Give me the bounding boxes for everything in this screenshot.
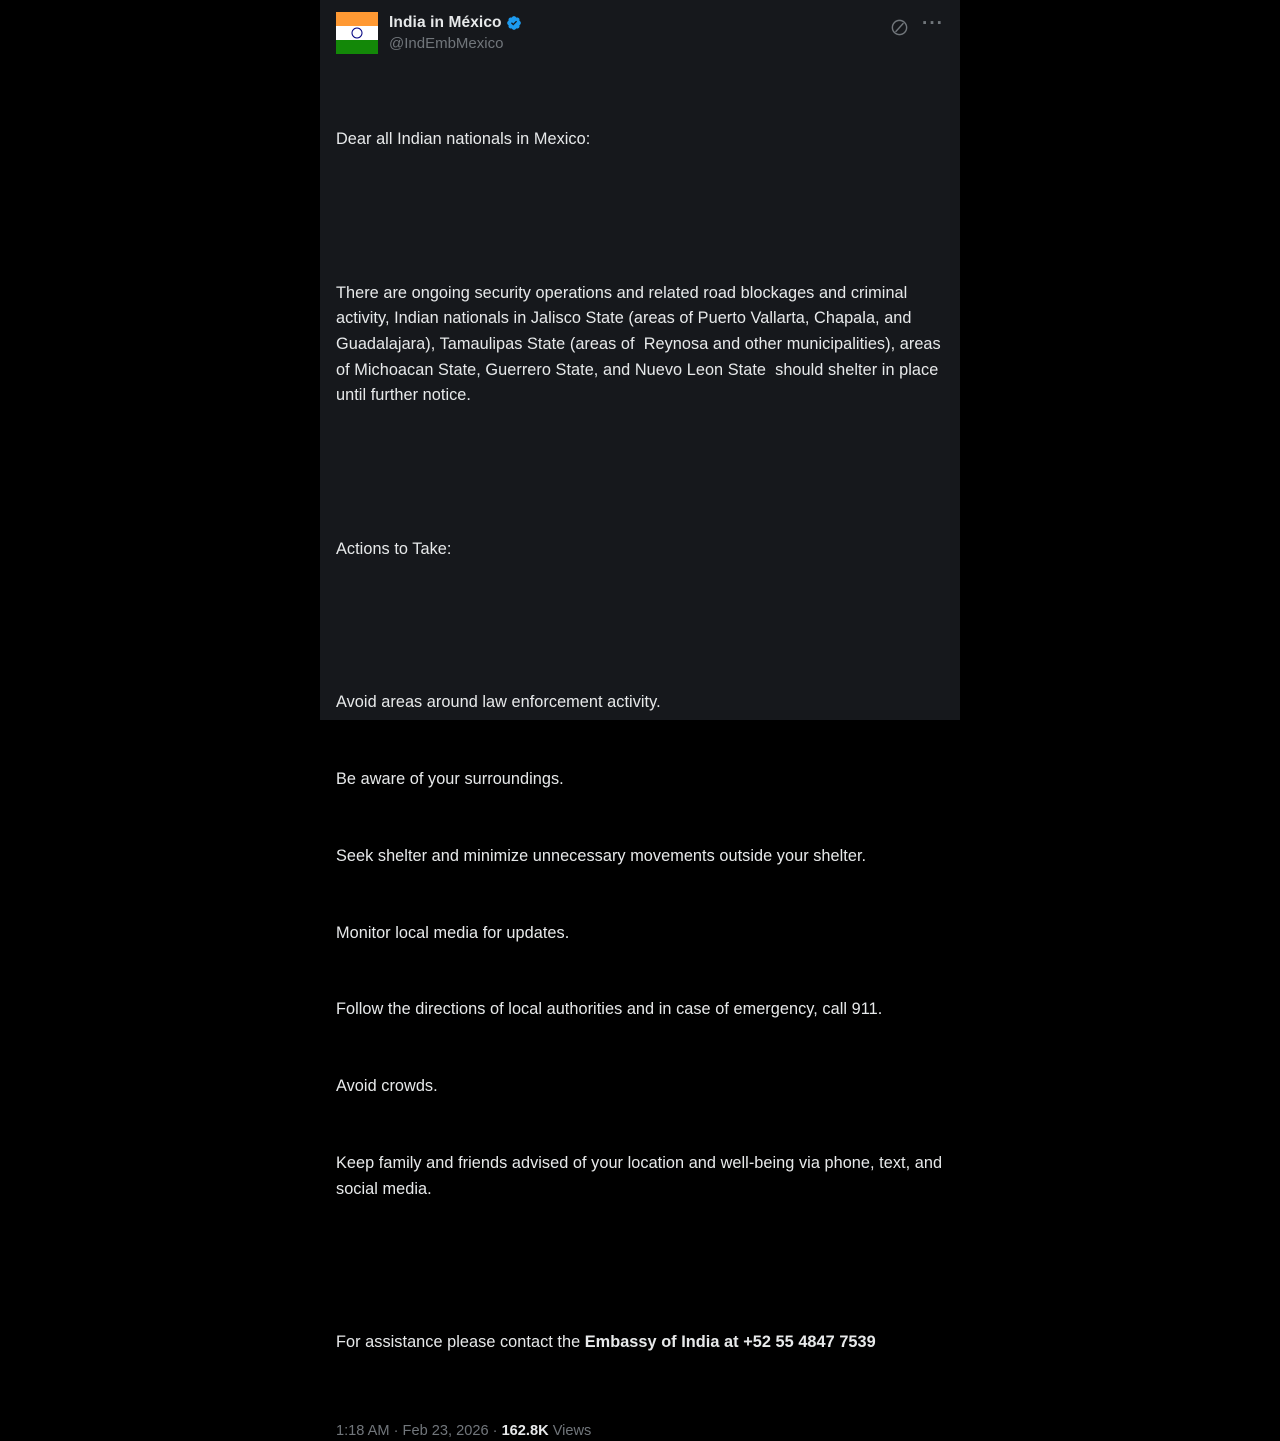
action-item: Monitor local media for updates.	[336, 923, 570, 942]
tweet-date: Feb 23, 2026	[402, 1422, 489, 1439]
header-actions	[888, 13, 944, 38]
india-flag-icon	[336, 12, 378, 54]
action-item: Follow the directions of local authorities and in case of emergency, call 911.	[336, 1000, 883, 1019]
views-label: Views	[552, 1422, 592, 1439]
assistance-contact: Embassy of India at +52 55 4847 7539	[584, 1333, 876, 1352]
action-item: Avoid crowds.	[336, 1077, 438, 1096]
meta-separator: ·	[492, 1422, 498, 1439]
views-count: 162.8K	[501, 1422, 549, 1439]
tweet-actions-heading: Actions to Take:	[336, 539, 452, 558]
author-handle[interactable]: @IndEmbMexico	[389, 35, 504, 52]
tweet-time: 1:18 AM	[336, 1422, 390, 1439]
tweet-meta	[336, 1421, 944, 1441]
tweet-salutation: Dear all Indian nationals in Mexico:	[336, 130, 591, 149]
spacer	[336, 1253, 944, 1279]
spacer	[336, 204, 944, 230]
grok-actions-icon[interactable]	[888, 16, 910, 38]
verified-badge-icon	[506, 15, 522, 31]
avatar[interactable]	[336, 12, 378, 54]
tweet-assistance-paragraph	[336, 1330, 944, 1356]
spacer	[336, 460, 944, 486]
tweet-header	[336, 12, 944, 62]
author-block	[389, 12, 522, 54]
author-name-row	[389, 13, 522, 33]
meta-separator: ·	[393, 1422, 399, 1439]
action-item: Be aware of your surroundings.	[336, 770, 564, 789]
more-options-button[interactable]: ···	[922, 13, 944, 34]
assistance-prefix: For assistance please contact the	[336, 1333, 585, 1352]
tweet-text	[336, 76, 947, 1407]
action-item: Seek shelter and minimize unnecessary movements outside your shelter.	[336, 846, 867, 865]
action-item: Keep family and friends advised of your location and well-being via phone, text, and social media.	[336, 1153, 947, 1198]
author-display-name[interactable]: India in México	[389, 14, 502, 31]
spacer	[336, 613, 944, 639]
tweet-card	[320, 0, 960, 1439]
action-item: Avoid areas around law enforcement activity.	[336, 693, 661, 712]
tweet-advisory-paragraph: There are ongoing security operations and related road blockages and criminal activity, Indian nationals in Jalisco State (areas of Puerto Vallarta, Chapala, and Guadalajara), Tamaulipas State (areas of Reynosa and other municipalities), areas of Michoacan State, Guerrero State, and Nuevo Leon State should shelter in place until further notice.	[336, 283, 946, 405]
